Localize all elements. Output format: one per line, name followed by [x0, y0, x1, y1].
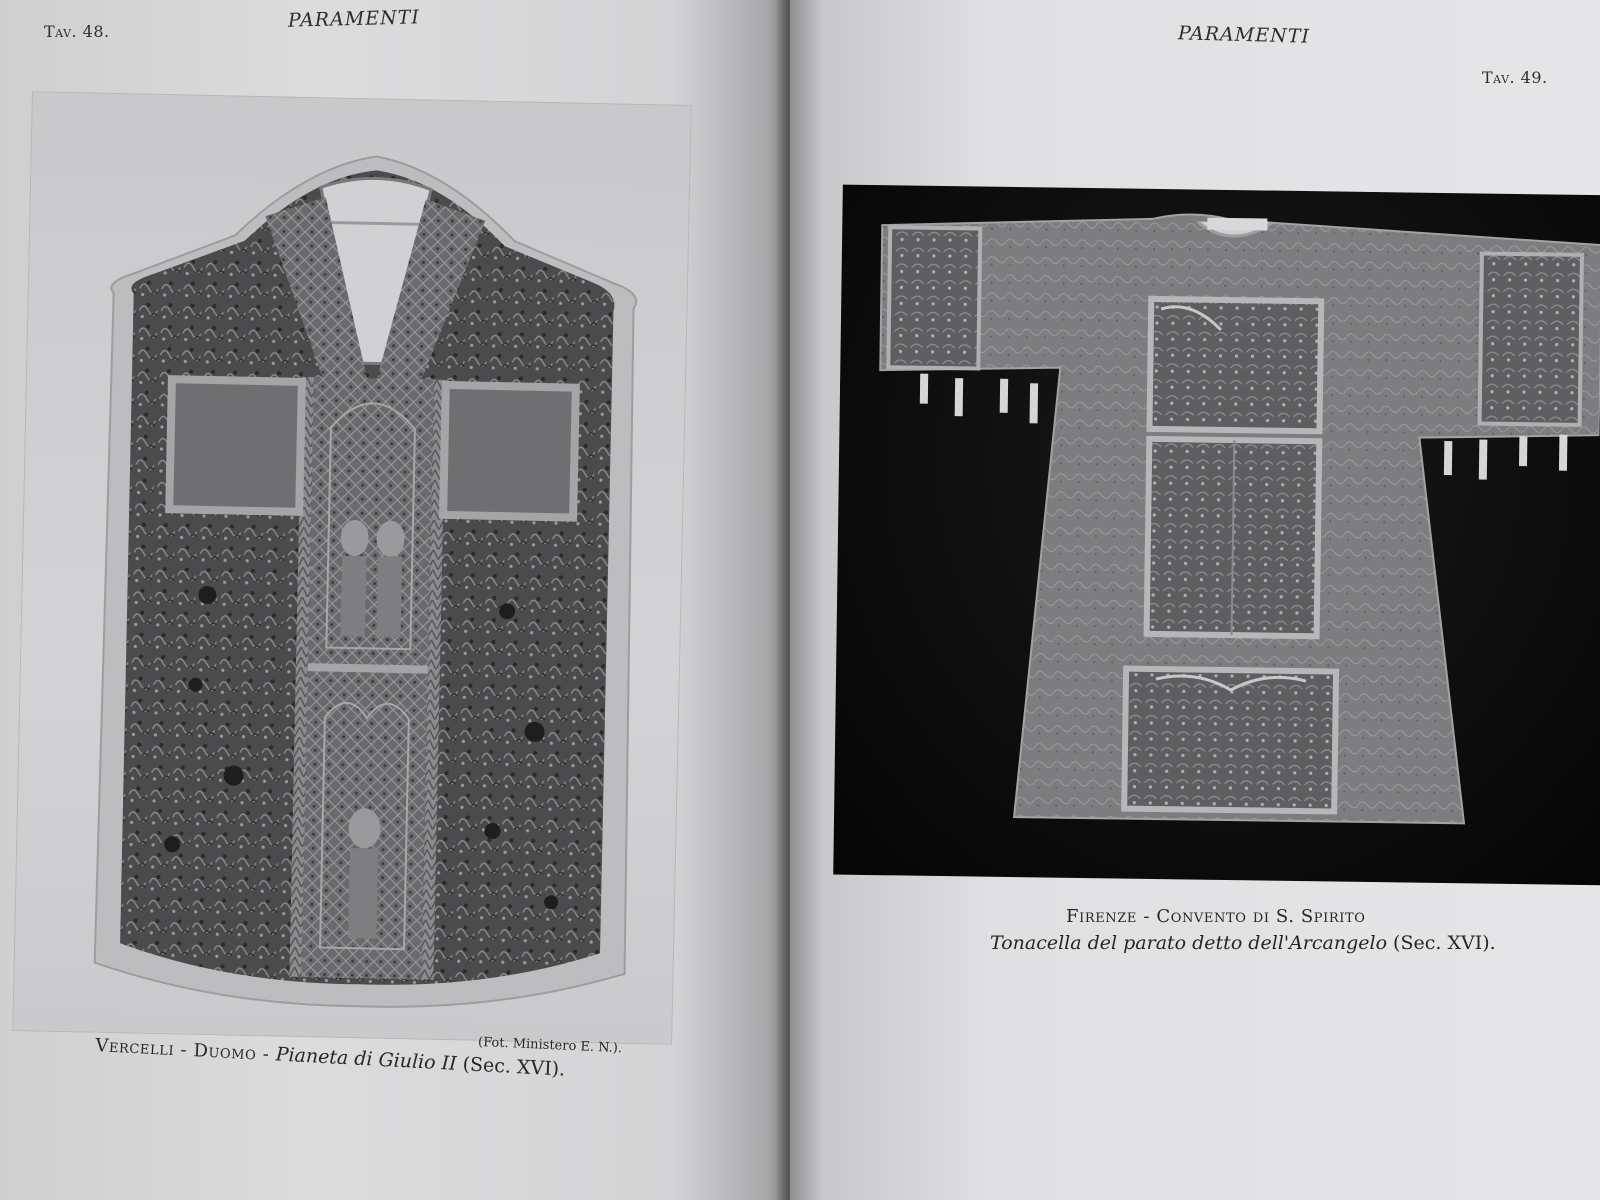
right-page [790, 0, 1600, 1200]
chasuble-illustration [79, 123, 657, 1015]
chasuble-photo [12, 91, 692, 1045]
left-page [0, 0, 790, 1200]
left-caption-title: Pianeta di Giulio II [275, 1043, 458, 1075]
right-caption-title: Tonacella del parato detto dell'Arcangelo [990, 932, 1388, 954]
dalmatic-illustration [853, 195, 1600, 865]
right-running-head: PARAMENTI [1177, 22, 1311, 48]
left-caption-date: (Sec. XVI). [456, 1052, 566, 1081]
right-caption-date: (Sec. XVI). [1387, 932, 1496, 954]
dalmatic-photo [833, 185, 1600, 886]
photo-credit: (Fot. Ministero E. N.). [477, 1034, 623, 1057]
left-running-head: PARAMENTI [287, 6, 421, 32]
left-caption-place: Vercelli - Duomo - [94, 1034, 277, 1066]
right-caption-place: Firenze - Convento di S. Spirito [1066, 906, 1366, 927]
right-caption [990, 932, 1496, 954]
right-plate-number: Tav. 49. [1482, 68, 1548, 87]
left-plate-number: Tav. 48. [44, 22, 110, 41]
